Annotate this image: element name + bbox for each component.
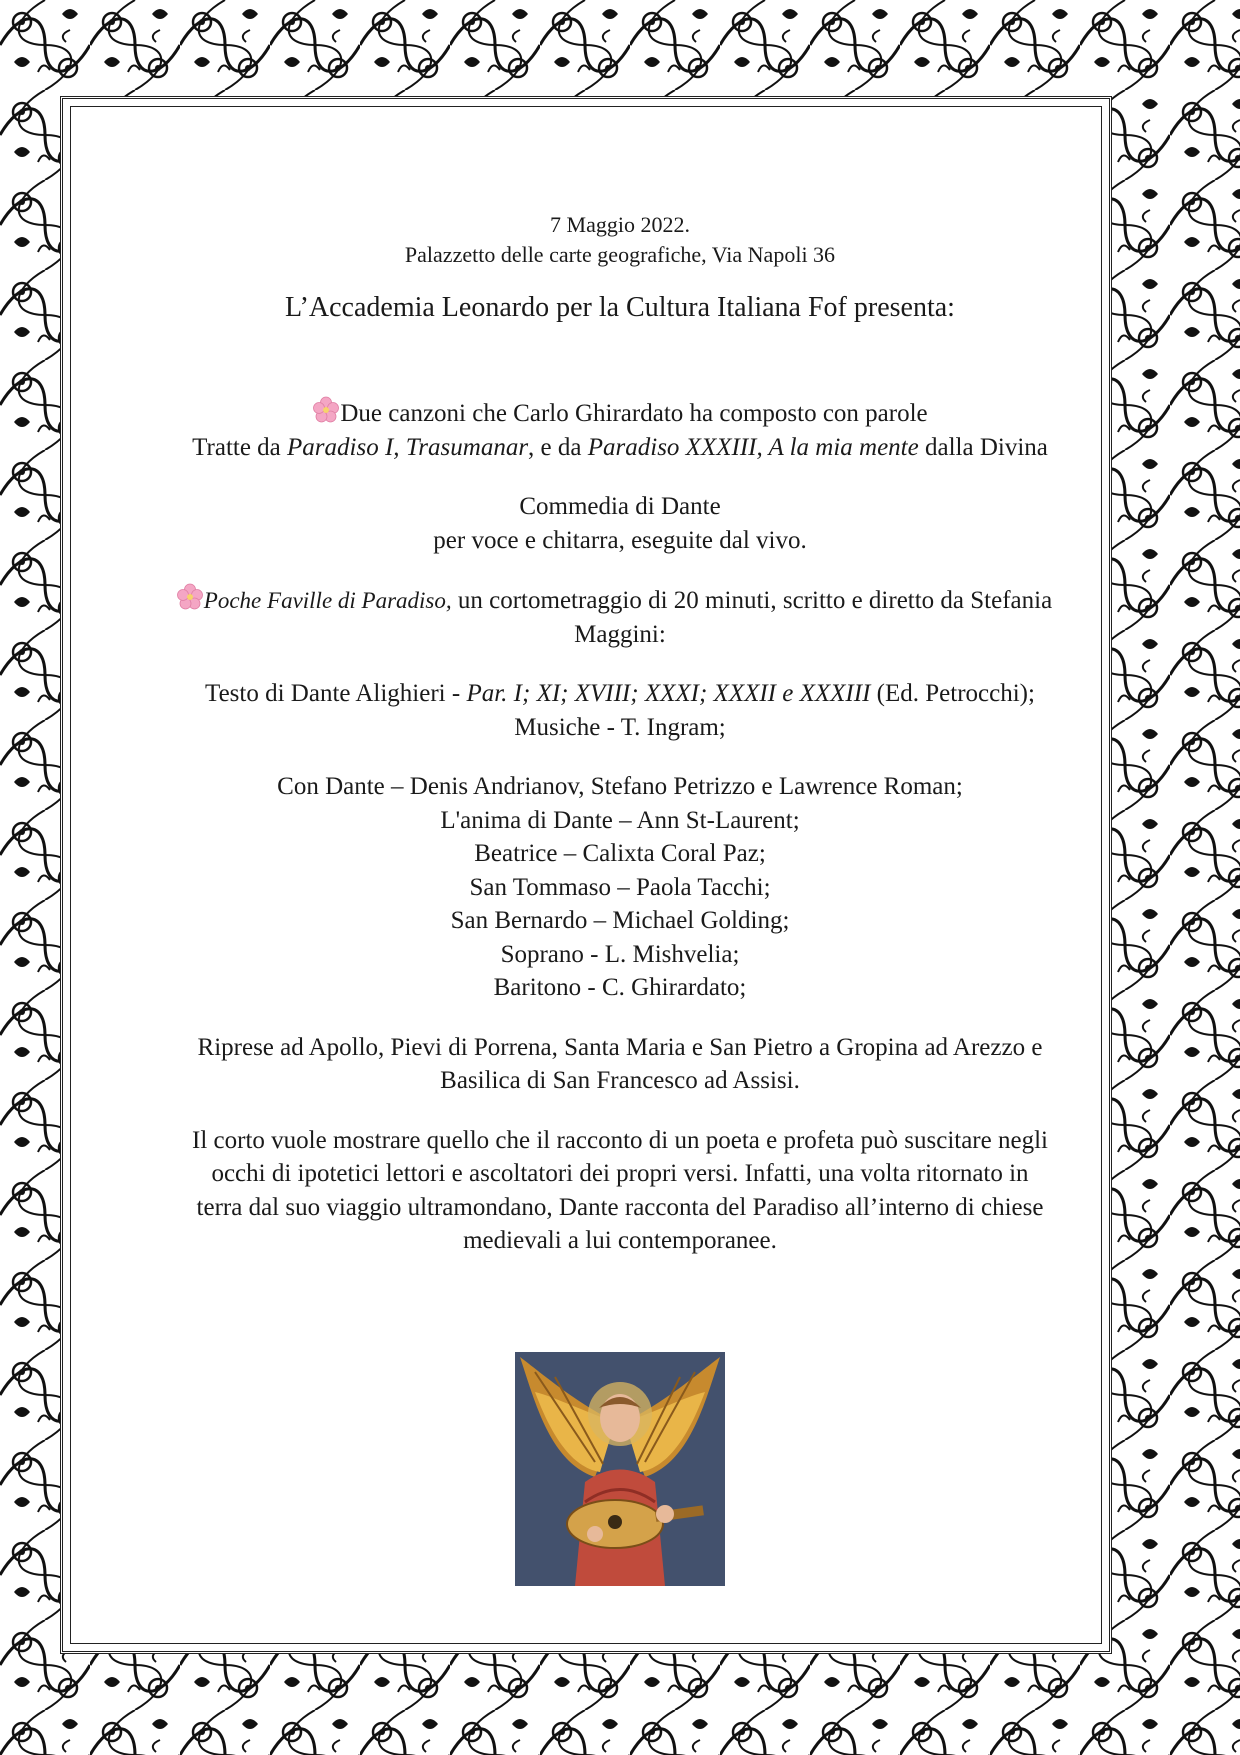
cherry-blossom-icon (176, 583, 204, 611)
film-music-credit: Musiche - T. Ingram; (514, 713, 726, 741)
synopsis-line: terra dal suo viaggio ultramondano, Dante racconta del Paradiso all’interno di chiese (196, 1193, 1044, 1221)
angel-with-lute-image (515, 1352, 725, 1586)
event-date: 7 Maggio 2022. (550, 212, 690, 237)
songs-text-1: Due canzoni che Carlo Ghirardato ha composto con parole (340, 400, 928, 427)
event-venue: Palazzetto delle carte geografiche, Via Napoli 36 (404, 242, 836, 267)
presenter-line: L’Accademia Leonardo per la Cultura Italiana Fof presenta: (285, 292, 955, 323)
songs-work-2: Paradiso XXXIII, A la mia mente (587, 433, 919, 461)
synopsis-line: medievali a lui contemporanee. (463, 1227, 777, 1254)
cast-list (110, 770, 1130, 1005)
cast-line: Baritono - C. Ghirardato; (493, 974, 747, 1001)
songs-work-1: Paradiso I, Trasumanar (287, 433, 529, 461)
locations-line-2: Basilica di San Francesco ad Assisi. (440, 1067, 800, 1094)
cast-line: Con Dante – Denis Andrianov, Stefano Petrizzo e Lawrence Roman; (277, 773, 963, 800)
songs-line-2 (110, 431, 1130, 465)
cast-line: Beatrice – Calixta Coral Paz; (474, 840, 766, 867)
cast-line: San Bernardo – Michael Golding; (450, 907, 790, 934)
songs-line-3: Commedia di Dante (519, 493, 721, 520)
synopsis-line: occhi di ipotetici lettori e ascoltatori dei propri versi. Infatti, una volta ritornato in (211, 1160, 1029, 1187)
film-title: Poche Faville di Paradiso, (203, 588, 452, 613)
announcement-body (110, 210, 1130, 1258)
songs-text-2e: dalla Divina (918, 433, 1048, 461)
songs-line-4: per voce e chitarra, eseguite dal vivo. (433, 526, 807, 554)
cast-line: L'anima di Dante – Ann St-Laurent; (440, 806, 800, 834)
film-desc: un cortometraggio di 20 minuti, scritto e diretto da Stefania (451, 587, 1053, 614)
songs-text-2c: , e da (528, 433, 588, 461)
film-text-cantos: Par. I; XI; XVIII; XXXI; XXXII e XXXIII (466, 680, 871, 707)
film-text-a: Testo di Dante Alighieri - (205, 680, 467, 707)
songs-text-2a: Tratte da (192, 433, 288, 461)
film-text-c: (Ed. Petrocchi); (870, 680, 1035, 707)
film-text-credit (110, 677, 1130, 711)
locations-line-1: Riprese ad Apollo, Pievi di Porrena, Santa Maria e San Pietro a Gropina ad Arezzo e (197, 1033, 1043, 1061)
film-line-2: Maggini: (574, 620, 666, 648)
cherry-blossom-icon (312, 396, 340, 424)
cast-line: Soprano - L. Mishvelia; (500, 940, 740, 968)
synopsis-line: Il corto vuole mostrare quello che il racconto di un poeta e profeta può suscitare negli (192, 1126, 1048, 1154)
songs-line-1 (110, 396, 1130, 431)
film-line-1 (98, 583, 1130, 618)
cast-line: San Tommaso – Paola Tacchi; (469, 873, 771, 901)
synopsis (110, 1124, 1130, 1258)
